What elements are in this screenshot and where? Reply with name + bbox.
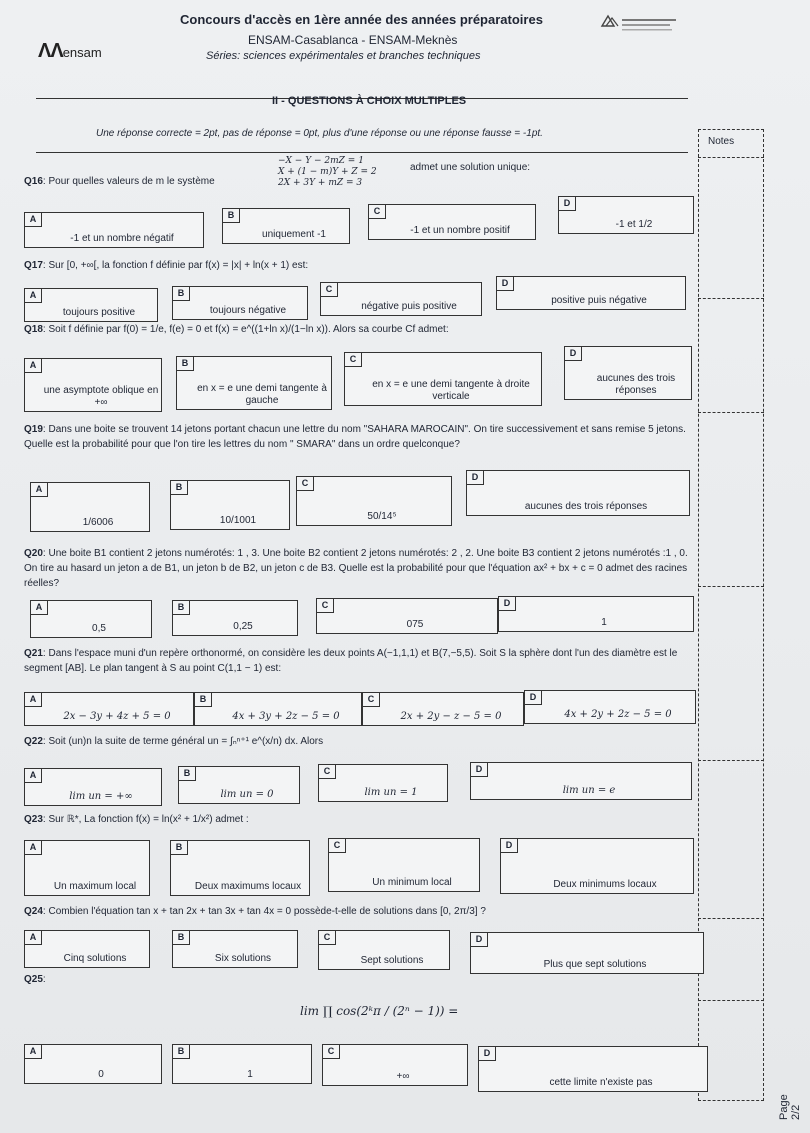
notes-divider <box>698 760 764 761</box>
question-q22: Q22: Soit (un)n la suite de terme général un = ∫ₙⁿ⁺¹ e^(x/n) dx. Alors <box>24 736 324 747</box>
notes-divider <box>698 412 764 413</box>
question-q17: Q17: Sur [0, +∞[, la fonction f définie par f(x) = |x| + ln(x + 1) est: <box>24 260 309 271</box>
question-q20: Q20: Une boite B1 contient 2 jetons numérotés: 1 , 3. Une boite B2 contient 2 jetons numérotés: 2 , 2. Une boite B3 contient 2 jetons numérotés :1 , 0. On tire au hasard un jeton a de B1, un jeton b de B2, un jeton c de B3. Quelle est la probabilité pour que l'équation ax² + bx + c = 0 admet des racines réelles? <box>24 548 688 589</box>
page-number: Page 2/2 <box>778 1094 802 1120</box>
q20-option-d[interactable]: D 1 <box>498 596 694 632</box>
q17-option-c[interactable]: C négative puis positive <box>320 282 482 316</box>
q24-option-b[interactable]: B Six solutions <box>172 930 298 968</box>
q17-option-b[interactable]: B toujours négative <box>172 286 308 320</box>
section-title: II - QUESTIONS À CHOIX MULTIPLES <box>272 95 467 107</box>
q25-option-a[interactable]: A 0 <box>24 1044 162 1084</box>
q16-option-b[interactable]: B uniquement -1 <box>222 208 350 244</box>
notes-divider <box>698 298 764 299</box>
q21-option-c[interactable]: C 2x + 2y − z − 5 = 0 <box>362 692 524 726</box>
notes-column[interactable] <box>698 129 764 1101</box>
q19-option-c[interactable]: C 50/14⁵ <box>296 476 452 526</box>
schools-line: ENSAM-Casablanca - ENSAM-Meknès <box>248 33 458 47</box>
q22-option-b[interactable]: B lim un = 0 <box>178 766 300 804</box>
q23-option-d[interactable]: D Deux minimums locaux <box>500 838 694 894</box>
q25-option-c[interactable]: C +∞ <box>322 1044 468 1086</box>
q22-option-c[interactable]: C lim un = 1 <box>318 764 448 802</box>
q16-option-d[interactable]: D -1 et 1/2 <box>558 196 694 234</box>
q17-option-d[interactable]: D positive puis négative <box>496 276 686 310</box>
q22-option-a[interactable]: A lim un = +∞ <box>24 768 162 806</box>
q19-option-b[interactable]: B 10/1001 <box>170 480 290 530</box>
q25-formula: lim ∏ cos(2ᵏπ / (2ⁿ − 1)) = <box>300 1004 459 1018</box>
notes-divider <box>698 586 764 587</box>
q22-option-d[interactable]: D lim un = e <box>470 762 692 800</box>
question-q25: Q25: <box>24 974 46 985</box>
question-q23: Q23: Sur ℝ*, La fonction f(x) = ln(x² + 1/x²) admet : <box>24 814 249 825</box>
question-q16: Q16: Pour quelles valeurs de m le système <box>24 176 215 187</box>
notes-divider <box>698 918 764 919</box>
exam-title: Concours d'accès en 1ère année des années préparatoires <box>180 12 543 27</box>
q19-option-a[interactable]: A 1/6006 <box>30 482 150 532</box>
q18-option-d[interactable]: D aucunes des trois réponses <box>564 346 692 400</box>
q16-option-a[interactable]: A -1 et un nombre négatif <box>24 212 204 248</box>
notes-label: Notes <box>708 136 735 147</box>
q20-option-c[interactable]: C 075 <box>316 598 498 634</box>
question-q18: Q18: Soit f définie par f(0) = 1/e, f(e) = 0 et f(x) = e^((1+ln x)/(1−ln x)). Alors sa courbe Cf admet: <box>24 324 449 335</box>
question-q19: Q19: Dans une boite se trouvent 14 jetons portant chacun une lettre du nom "SAHARA MAROCAIN". On tire successivement et sans remise 5 jetons. Quelle est la probabilité pour que l'on tire les lettres du nom " SMARA" dans un ordre quelconque? <box>24 424 686 450</box>
q23-option-a[interactable]: A Un maximum local <box>24 840 150 896</box>
notes-divider <box>698 1000 764 1001</box>
scoring-rule: Une réponse correcte = 2pt, pas de réponse = 0pt, plus d'une réponse ou une réponse fausse = -1pt. <box>96 128 543 139</box>
q18-option-b[interactable]: B en x = e une demi tangente à gauche <box>176 356 332 410</box>
q16-system: −X − Y − 2mZ = 1 X + (1 − m)Y + Z = 2 2X + 3Y + mZ = 3 <box>278 156 377 188</box>
q21-option-a[interactable]: A 2x − 3y + 4z + 5 = 0 <box>24 692 194 726</box>
question-q24: Q24: Combien l'équation tan x + tan 2x + tan 3x + tan 4x = 0 possède-t-elle de solutions dans [0, 2π/3] ? <box>24 906 486 917</box>
q21-option-b[interactable]: B 4x + 3y + 2z − 5 = 0 <box>194 692 362 726</box>
q23-option-c[interactable]: C Un minimum local <box>328 838 480 892</box>
notes-divider <box>698 157 764 158</box>
q20-option-b[interactable]: B 0,25 <box>172 600 298 636</box>
divider <box>36 152 688 153</box>
q24-option-a[interactable]: A Cinq solutions <box>24 930 150 968</box>
ministry-emblem-icon <box>598 12 678 38</box>
q20-option-a[interactable]: A 0,5 <box>30 600 152 638</box>
q16-option-c[interactable]: C -1 et un nombre positif <box>368 204 536 240</box>
q24-option-d[interactable]: D Plus que sept solutions <box>470 932 704 974</box>
q17-option-a[interactable]: A toujours positive <box>24 288 158 322</box>
q25-option-d[interactable]: D cette limite n'existe pas <box>478 1046 708 1092</box>
q19-option-d[interactable]: D aucunes des trois réponses <box>466 470 690 516</box>
q23-option-b[interactable]: B Deux maximums locaux <box>170 840 310 896</box>
q18-option-c[interactable]: C en x = e une demi tangente à droite verticale <box>344 352 542 406</box>
q24-option-c[interactable]: C Sept solutions <box>318 930 450 970</box>
ensam-logo: ΛΛensam <box>38 40 102 62</box>
question-q21: Q21: Dans l'espace muni d'un repère orthonormé, on considère les deux points A(−1,1,1) et B(7,−5,5). Soit S la sphère dont l'un des diamètre est le segment [AB]. Le plan tangent à S au point C(1,1 − 1) est: <box>24 648 678 674</box>
q18-option-a[interactable]: A une asymptote oblique en +∞ <box>24 358 162 412</box>
q16-tail: admet une solution unique: <box>410 162 531 173</box>
q21-option-d[interactable]: D 4x + 2y + 2z − 5 = 0 <box>524 690 696 724</box>
series-line: Séries: sciences expérimentales et branches techniques <box>206 50 481 62</box>
q25-option-b[interactable]: B 1 <box>172 1044 312 1084</box>
